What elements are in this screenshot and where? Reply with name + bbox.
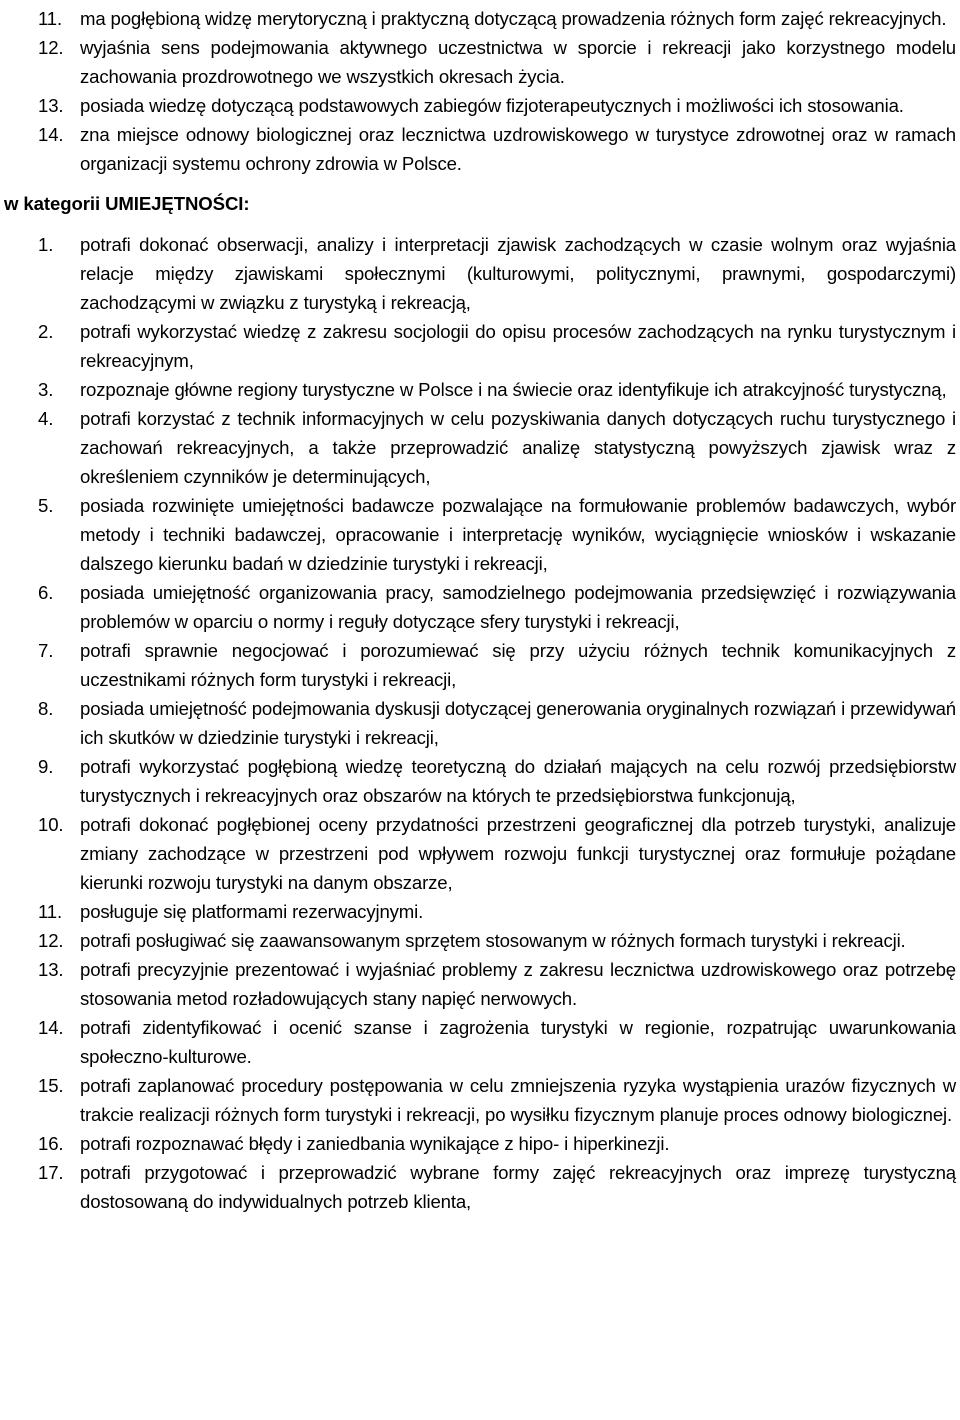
list-item (38, 491, 956, 578)
item-number: 13. (38, 959, 64, 980)
item-text: posiada umiejętność podejmowania dyskusji dotyczącej generowania oryginalnych rozwiązań i przewidywań ich skutków w dziedzinie turystyki i rekreacji, (80, 698, 956, 748)
list-item (38, 752, 956, 810)
item-text: rozpoznaje główne regiony turystyczne w Polsce i na świecie oraz identyfikuje ich atrakcyjność turystyczną, (80, 379, 947, 400)
item-text: posiada wiedzę dotyczącą podstawowych zabiegów fizjoterapeutycznych i możliwości ich stosowania. (80, 95, 904, 116)
item-text: potrafi korzystać z technik informacyjnych w celu pozyskiwania danych dotyczących ruchu turystycznego i zachowań rekreacyjnych, a także przeprowadzić analizę statystyczną powyższych zjawisk wraz z określeniem czynników je determinujących, (80, 408, 956, 487)
item-text: potrafi dokonać obserwacji, analizy i interpretacji zjawisk zachodzących w czasie wolnym oraz wyjaśnia relacje między zjawiskami społecznymi (kulturowymi, politycznymi, prawnymi, gospodarczymi) zachodzącymi w związku z turystyką i rekreacją, (80, 234, 956, 313)
item-text: potrafi precyzyjnie prezentować i wyjaśniać problemy z zakresu lecznictwa uzdrowiskowego oraz potrzebę stosowania metod rozładowujących stany napięć nerwowych. (80, 959, 956, 1009)
list-item (38, 636, 956, 694)
list-item (38, 230, 956, 317)
skills-list (38, 230, 956, 1216)
item-text: potrafi rozpoznawać błędy i zaniedbania wynikające z hipo- i hiperkinezji. (80, 1133, 670, 1154)
item-number: 3. (38, 379, 54, 400)
knowledge-list (38, 4, 956, 178)
list-item (38, 955, 956, 1013)
list-item (38, 404, 956, 491)
list-item (38, 1129, 956, 1158)
list-item (38, 317, 956, 375)
item-text: potrafi posługiwać się zaawansowanym sprzętem stosowanym w różnych formach turystyki i rekreacji. (80, 930, 906, 951)
list-item (38, 1071, 956, 1129)
item-number: 14. (38, 124, 64, 145)
list-item (38, 1158, 956, 1216)
item-number: 17. (38, 1162, 64, 1183)
item-text: potrafi zaplanować procedury postępowania w celu zmniejszenia ryzyka wystąpienia urazów fizycznych w trakcie realizacji różnych form turystyki i rekreacji, po wysiłku fizycznym planuje proces odnowy biologicznej. (80, 1075, 956, 1125)
item-number: 12. (38, 37, 64, 58)
item-text: potrafi wykorzystać wiedzę z zakresu socjologii do opisu procesów zachodzących na rynku turystycznym i rekreacyjnym, (80, 321, 956, 371)
item-text: potrafi przygotować i przeprowadzić wybrane formy zajęć rekreacyjnych oraz imprezę turystyczną dostosowaną do indywidualnych potrzeb klienta, (80, 1162, 956, 1212)
item-number: 8. (38, 698, 54, 719)
list-item (38, 926, 956, 955)
item-number: 1. (38, 234, 54, 255)
item-text: posiada umiejętność organizowania pracy, samodzielnego podejmowania przedsięwzięć i rozwiązywania problemów w oparciu o normy i reguły dotyczące sfery turystyki i rekreacji, (80, 582, 956, 632)
section-heading: w kategorii UMIEJĘTNOŚCI: (4, 193, 250, 214)
item-number: 7. (38, 640, 54, 661)
item-number: 5. (38, 495, 54, 516)
item-text: zna miejsce odnowy biologicznej oraz lecznictwa uzdrowiskowego w turystyce zdrowotnej oraz w ramach organizacji systemu ochrony zdrowia w Polsce. (80, 124, 956, 174)
item-text: potrafi zidentyfikować i ocenić szanse i zagrożenia turystyki w regionie, rozpatrując uwarunkowania społeczno-kulturowe. (80, 1017, 956, 1067)
item-text: posiada rozwinięte umiejętności badawcze pozwalające na formułowanie problemów badawczych, wybór metody i techniki badawczej, opracowanie i interpretację wyników, wyciągnięcie wniosków i wskazanie dalszego kierunku badań w dziedzinie turystyki i rekreacji, (80, 495, 956, 574)
list-item (38, 810, 956, 897)
list-item (38, 33, 956, 91)
item-text: posługuje się platformami rezerwacyjnymi. (80, 901, 424, 922)
item-number: 10. (38, 814, 64, 835)
list-item (38, 897, 956, 926)
item-text: wyjaśnia sens podejmowania aktywnego uczestnictwa w sporcie i rekreacji jako korzystnego modelu zachowania prozdrowotnego we wszystkich okresach życia. (80, 37, 956, 87)
item-number: 14. (38, 1017, 64, 1038)
item-number: 15. (38, 1075, 64, 1096)
item-text: ma pogłębioną widzę merytoryczną i praktyczną dotyczącą prowadzenia różnych form zajęć rekreacyjnych. (80, 8, 947, 29)
list-item (38, 1013, 956, 1071)
item-number: 11. (38, 901, 63, 922)
item-number: 11. (38, 8, 63, 29)
skills-heading-wrap (4, 189, 956, 218)
item-number: 13. (38, 95, 64, 116)
item-number: 9. (38, 756, 54, 777)
item-text: potrafi dokonać pogłębionej oceny przydatności przestrzeni geograficznej dla potrzeb turystyki, analizuje zmiany zachodzące w przestrzeni pod wpływem rozwoju funkcji turystycznej oraz formułuje pożądane kierunki rozwoju turystyki na danym obszarze, (80, 814, 956, 893)
list-item (38, 4, 956, 33)
item-text: potrafi wykorzystać pogłębioną wiedzę teoretyczną do działań mających na celu rozwój przedsiębiorstw turystycznych i rekreacyjnych oraz obszarów na których te przedsiębiorstwa funkcjonują, (80, 756, 956, 806)
item-number: 16. (38, 1133, 64, 1154)
list-item (38, 578, 956, 636)
item-text: potrafi sprawnie negocjować i porozumiewać się przy użyciu różnych technik komunikacyjnych z uczestnikami różnych form turystyki i rekreacji, (80, 640, 956, 690)
item-number: 6. (38, 582, 54, 603)
list-item (38, 375, 956, 404)
list-item (38, 120, 956, 178)
item-number: 4. (38, 408, 54, 429)
list-item (38, 91, 956, 120)
list-item (38, 694, 956, 752)
item-number: 12. (38, 930, 64, 951)
item-number: 2. (38, 321, 54, 342)
